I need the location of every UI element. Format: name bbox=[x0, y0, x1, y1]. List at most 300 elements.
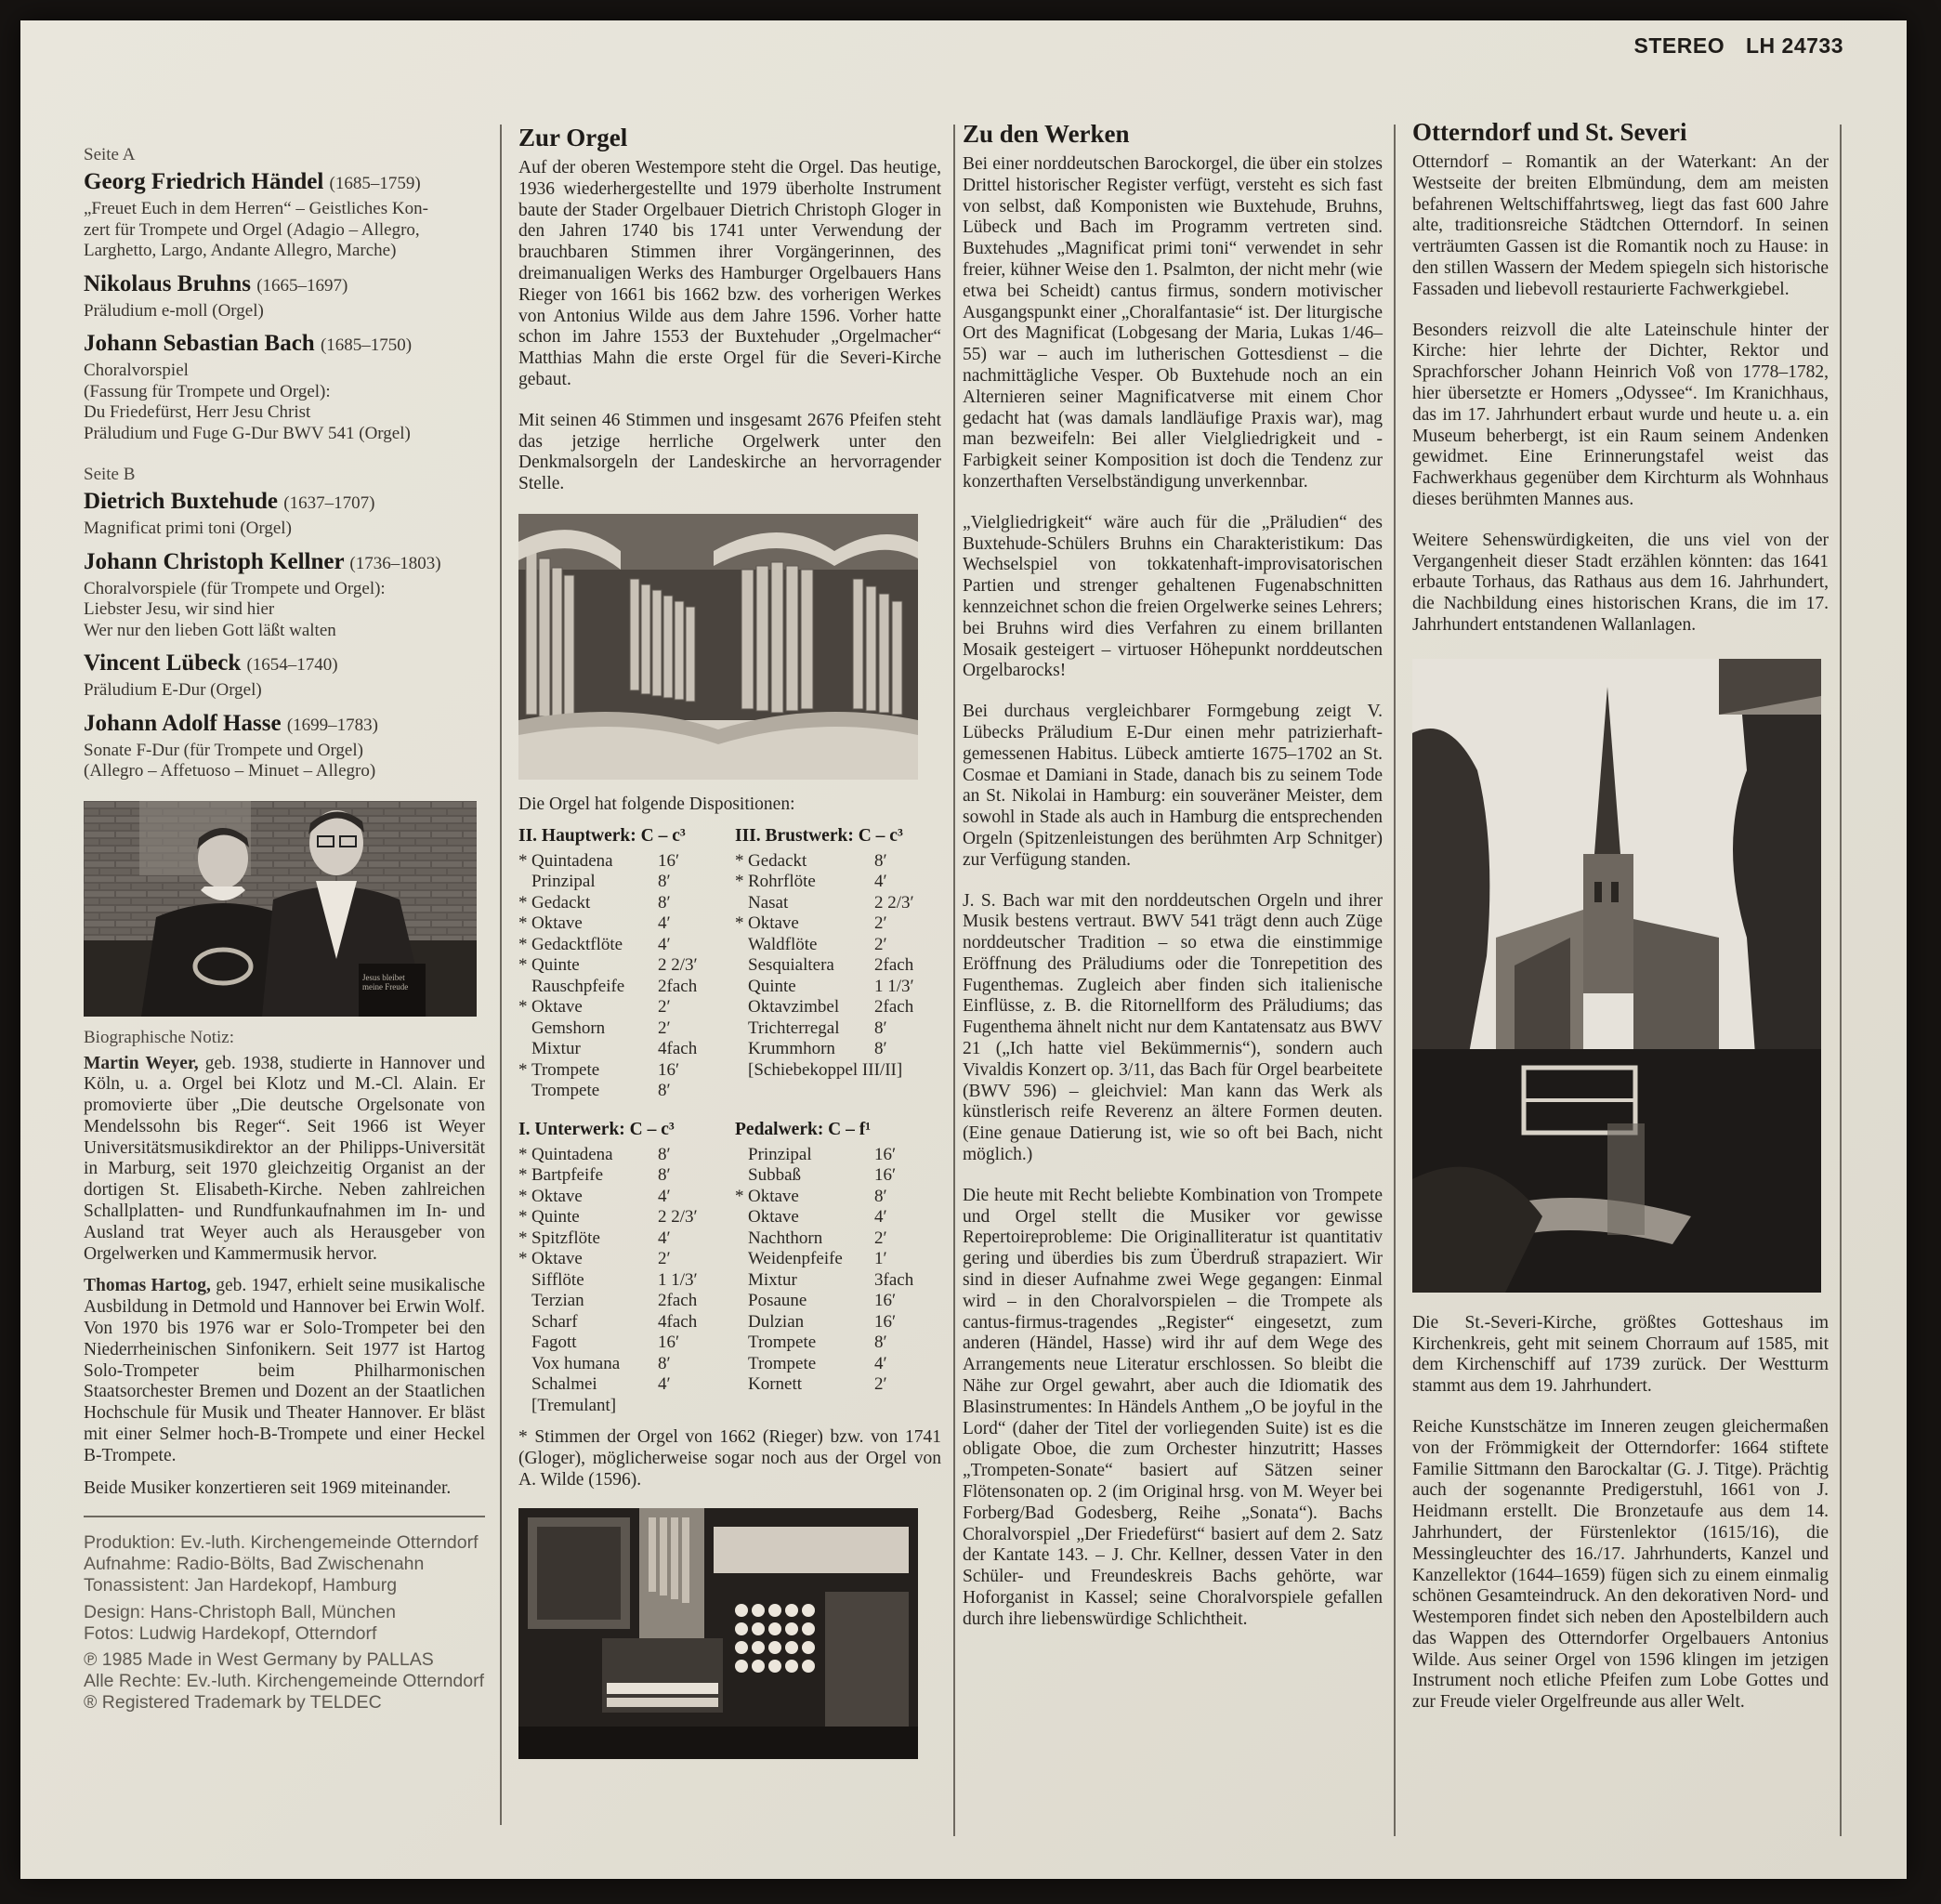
stop-footage: 2 2/3′ bbox=[658, 1207, 698, 1228]
stop-footage: 4fach bbox=[658, 1039, 698, 1059]
stop-name bbox=[735, 1374, 874, 1396]
stop-name bbox=[518, 1270, 658, 1292]
stop-footage: 2 2/3′ bbox=[874, 892, 914, 913]
stop-name bbox=[735, 1354, 874, 1375]
stop-name-text: Oktave bbox=[531, 913, 583, 934]
stop-footage: 8′ bbox=[874, 1018, 887, 1038]
organ-stop bbox=[735, 1165, 935, 1187]
stop-footage: 8′ bbox=[658, 892, 671, 913]
stop-name-text: Dulzian bbox=[748, 1311, 805, 1332]
stop-name bbox=[735, 1145, 874, 1166]
bio-hartog bbox=[84, 1276, 485, 1466]
stop-footage: 16′ bbox=[874, 1291, 897, 1311]
stop-marker: * bbox=[518, 1165, 528, 1186]
stop-name bbox=[735, 977, 874, 998]
organ-stop bbox=[735, 872, 935, 893]
production-credits bbox=[84, 1532, 485, 1713]
credit-line: Alle Rechte: Ev.-luth. Kirchengemeinde Otterndorf bbox=[84, 1671, 485, 1692]
stop-name-text: Krummhorn bbox=[748, 1039, 835, 1059]
bio-weyer-name: Martin Weyer, bbox=[84, 1053, 199, 1073]
organ-stop bbox=[518, 1165, 718, 1187]
stop-name-text: Kornett bbox=[748, 1374, 803, 1395]
stop-footage: 2fach bbox=[874, 955, 914, 976]
composer-dates: (1637–1707) bbox=[283, 493, 375, 513]
composer-name-text: Dietrich Buxtehude bbox=[84, 489, 279, 514]
organ-stop bbox=[735, 1291, 935, 1312]
catalog-number: LH 24733 bbox=[1745, 33, 1843, 58]
stop-footage: 8′ bbox=[874, 1333, 887, 1353]
work-line: Choralvorspiele (für Trompete und Orgel): bbox=[84, 578, 386, 598]
otterndorf-paragraph-art: Reiche Kunstschätze im Inneren zeugen gleichermaßen von der Frömmigkeit der Otterndorfer: 1664 stiftete Familie Sittmann den Barockaltar (G. J. Titge). Prächtig auch der sogenannte Predigerstuhl, 1661 von J. Heidmann erstellt. Die Bronzetaufe aus dem 14. Jahrhundert, der Fürstenlektor (1615/16), die Messingleuchter des 16./17. Jahrhunderts, Kanzel und Kanzellektor (1644–1659) fügen sich zu einem einmalig schönen Gesamteindruck. An den dekorativen Nord- und Westemporen findet sich neben den Apostelbildern auch das Wappen des Otterndorfer Orgelbauers Antonius Wilde. Aus seiner Orgel von 1596 klingen im jetzigen Instrument noch etliche Pfeifen zum Lobe Gottes und zur Freude vieler Orgelfreunde aus aller Welt. bbox=[1412, 1416, 1829, 1713]
organ-stop bbox=[518, 955, 718, 977]
program-entry bbox=[84, 269, 485, 322]
unterwerk-block bbox=[518, 1119, 718, 1417]
work-line: Liebster Jesu, wir sind hier bbox=[84, 599, 275, 619]
disposition-intro: Die Orgel hat folgende Dispositionen: bbox=[518, 794, 795, 814]
stop-footage: 2′ bbox=[658, 1018, 671, 1038]
stop-name bbox=[518, 893, 658, 914]
stop-name bbox=[735, 893, 874, 914]
paragraph-gap bbox=[1412, 301, 1829, 321]
stop-name-text: Oktave bbox=[748, 913, 799, 934]
stop-footage: 8′ bbox=[658, 1081, 671, 1101]
stop-name bbox=[735, 935, 874, 956]
stop-name-text: Posaune bbox=[748, 1291, 807, 1311]
composer-dates: (1699–1783) bbox=[286, 715, 378, 735]
organ-stop bbox=[735, 1374, 935, 1396]
stop-marker: * bbox=[518, 1144, 528, 1164]
organ-stop bbox=[518, 913, 718, 935]
stop-name-text: Trichterregal bbox=[748, 1018, 840, 1038]
stop-name bbox=[735, 1333, 874, 1354]
stop-footage: 4′ bbox=[658, 1374, 671, 1395]
stop-name-text: Oktave bbox=[748, 1207, 799, 1228]
stop-name-text: Nachthorn bbox=[748, 1228, 823, 1248]
church-photo-graphic bbox=[1412, 659, 1821, 1293]
organ-stop bbox=[518, 1396, 718, 1417]
works-paragraph: Bei durchaus vergleichbarer Formgebung zeigt V. Lübecks Präludium E-Dur einen mehr patrizierhaft-gemessenen Habitus. Lübeck amtierte 1675–1702 an St. Cosmae et Damiani in Stade, danach bis zu seinem Tode an St. Nikolai in Hamburg: ein souveräner Meister, dem sowohl in Stade als auch in Hamburg die entsprechenden Orgeln (Spitzenleistungen des berühmten Arp Schnitger) zur Verfügung standen. bbox=[963, 702, 1383, 870]
column-rule bbox=[500, 125, 502, 1825]
stop-footage: 8′ bbox=[874, 1186, 887, 1206]
work-line: Präludium und Fuge G-Dur BWV 541 (Orgel) bbox=[84, 423, 411, 443]
pedalwerk-title: Pedalwerk: C – f¹ bbox=[735, 1119, 872, 1139]
stop-name bbox=[518, 1228, 658, 1250]
work-line: Präludium E-Dur (Orgel) bbox=[84, 680, 262, 700]
stop-footage: 2′ bbox=[874, 913, 887, 934]
otterndorf-paragraph: Otterndorf – Romantik an der Waterkant: An der Westseite der breiten Elbmündung, dem am meisten befahrenen Weltschiffahrtsweg, liegt das fast 600 Jahre alte, traditionsreiche Städtchen Otterndorf. In seinen verträumten Gassen ist die Romantik noch zu Hause: in den stillen Wassern der Medem spiegeln sich historische Fassaden und liebevoll restaurierte Fachwerkgiebel. bbox=[1412, 152, 1829, 299]
organ-stop bbox=[518, 1270, 718, 1292]
stop-footage: 2′ bbox=[658, 1249, 671, 1269]
stop-footage: 3fach bbox=[874, 1269, 914, 1290]
works-paragraph: „Vielgliedrigkeit“ wäre auch für die „Präludien“ des Buxtehude-Schülers Bruhns ein Charakteristikum: Das Wechselspiel von tokkatenhaft-improvisatorischen Partien und strenger gehaltenen Fugenabschnitten kennzeichnet schon die freien Orgelwerke seines Lehrers; bei Bruhns wird dies Verfahren zu einem brillanten Mosaik gesteigert – virtuoser Höhepunkt norddeutschen Orgelbarocks! bbox=[963, 512, 1383, 681]
stop-name bbox=[518, 1081, 658, 1102]
bio-hartog-text: geb. 1947, erhielt seine musikalische Ausbildung in Detmold und Hannover bei Erwin Wolf. Von 1970 bis 1976 war er Solo-Trompeter bei den Niederrheinischen Sinfonikern. Seit 1977 ist Hartog Solo-Trompeter beim Philharmonischen Staatsorchester Bremen und Dozent an der Staatlichen Hochschule für Musik und Theater Hannover. Er bläst mit einer Selmer hoch-B-Trompete und einer Heckel B-Trompete. bbox=[84, 1276, 485, 1465]
work-line: Sonate F-Dur (für Trompete und Orgel) bbox=[84, 740, 363, 760]
stop-name bbox=[518, 997, 658, 1018]
organ-stop bbox=[735, 1145, 935, 1166]
hauptwerk-title: II. Hauptwerk: C – c³ bbox=[518, 825, 686, 846]
stop-name-text: Quintadena bbox=[531, 1144, 613, 1164]
otterndorf-paragraph: Weitere Sehenswürdigkeiten, die uns viel von der Vergangenheit dieser Stadt erzählen könnten: das 1641 erbaute Torhaus, das Rathaus aus dem 16. Jahrhundert, die Nachbildung eines historischen Krans, die im 17. Jahrhundert entstandenen Wallanlagen. bbox=[1412, 530, 1829, 635]
stop-name-text: Oktave bbox=[531, 1249, 583, 1269]
stop-name-text: Quinte bbox=[531, 1207, 580, 1228]
stop-name bbox=[518, 1039, 658, 1060]
stop-marker: * bbox=[518, 850, 528, 871]
column-rule bbox=[1394, 125, 1396, 1836]
stop-name-text: Waldflöte bbox=[748, 934, 818, 954]
church-caption: Die St.-Severi-Kirche, größtes Gotteshaus im Kirchenkreis, geht mit seinem Chorraum auf 1585, mit dem Kirchenschiff auf 1739 zurück. Der Westturm stammt aus dem 19. Jahrhundert. bbox=[1412, 1312, 1829, 1397]
works-text bbox=[963, 154, 1383, 1631]
credit-line: ℗ 1985 Made in West Germany by PALLAS bbox=[84, 1649, 434, 1671]
organ-stop bbox=[735, 913, 935, 935]
stop-name-text: Gedackt bbox=[531, 892, 591, 913]
stop-name-text: Sesquialtera bbox=[748, 955, 834, 976]
musicians-photo bbox=[84, 801, 477, 1017]
column-rule bbox=[1840, 125, 1842, 1836]
stop-name bbox=[735, 1059, 903, 1082]
organ-heading: Zur Orgel bbox=[518, 124, 628, 151]
stop-footage: 4′ bbox=[874, 872, 887, 892]
stop-footage: 2fach bbox=[658, 1291, 698, 1311]
composer-name-text: Johann Adolf Hasse bbox=[84, 710, 282, 736]
organ-stop bbox=[735, 851, 935, 873]
organ-stop bbox=[735, 955, 935, 977]
composer-name bbox=[84, 167, 485, 199]
stop-name-text: Quinte bbox=[531, 955, 580, 976]
organ-stop bbox=[518, 977, 718, 998]
composer-name-text: Nikolaus Bruhns bbox=[84, 270, 251, 296]
organ-stop bbox=[518, 1187, 718, 1208]
organ-stop bbox=[735, 935, 935, 956]
stop-footage: 2′ bbox=[874, 1228, 887, 1248]
stop-name-text: Sifflöte bbox=[531, 1269, 584, 1290]
stop-name bbox=[735, 1270, 874, 1292]
stop-footage: 8′ bbox=[874, 1039, 887, 1059]
stop-name bbox=[735, 1039, 874, 1060]
stop-name bbox=[735, 872, 874, 893]
stop-footage: 8′ bbox=[658, 1144, 671, 1164]
bio-hartog-name: Thomas Hartog, bbox=[84, 1276, 211, 1296]
stop-name bbox=[518, 1249, 658, 1270]
stop-name-text: Spitzflöte bbox=[531, 1228, 600, 1248]
stop-name bbox=[735, 997, 874, 1018]
organ-stop bbox=[735, 1039, 935, 1060]
stop-name-text: Quinte bbox=[748, 976, 796, 996]
stop-name-text: Scharf bbox=[531, 1311, 578, 1332]
paragraph-gap bbox=[1412, 511, 1829, 531]
organ-stop bbox=[518, 1354, 718, 1375]
unterwerk-title: I. Unterwerk: C – c³ bbox=[518, 1119, 675, 1139]
stop-name-text: Prinzipal bbox=[748, 1144, 812, 1164]
organ-pipes-photo bbox=[518, 514, 918, 780]
book-cover-label: Jesus bleibet meine Freude bbox=[362, 972, 409, 991]
stop-footage: 2′ bbox=[658, 997, 671, 1018]
program-entry bbox=[84, 709, 485, 782]
composer-name-text: Johann Christoph Kellner bbox=[84, 548, 345, 574]
stop-footage: 16′ bbox=[874, 1144, 897, 1164]
stop-name-text: Trompete bbox=[748, 1353, 817, 1373]
organ-stop bbox=[518, 1081, 718, 1102]
stop-name-text: [Schiebekoppel III/II] bbox=[748, 1059, 903, 1080]
organ-stop bbox=[518, 1291, 718, 1312]
stop-name-text: Quintadena bbox=[531, 850, 613, 871]
brustwerk-block bbox=[735, 825, 935, 1102]
stop-name-text: Oktavzimbel bbox=[748, 997, 840, 1018]
stop-footage: 1′ bbox=[874, 1249, 887, 1269]
stop-marker: * bbox=[735, 850, 744, 871]
stop-name bbox=[518, 1354, 658, 1375]
stop-footage: 4′ bbox=[874, 1207, 887, 1228]
organ-stop bbox=[735, 997, 935, 1018]
work-line: Magnificat primi toni (Orgel) bbox=[84, 519, 292, 538]
stop-marker: * bbox=[735, 872, 744, 892]
organ-stop bbox=[518, 872, 718, 893]
work-line: (Fassung für Trompete und Orgel): bbox=[84, 381, 331, 401]
stop-footage: 2fach bbox=[874, 997, 914, 1018]
stop-marker: * bbox=[518, 1059, 528, 1080]
stop-name bbox=[735, 851, 874, 873]
work-line: Wer nur den lieben Gott läßt walten bbox=[84, 620, 336, 640]
stop-footage: 16′ bbox=[874, 1165, 897, 1186]
stop-footage: 2′ bbox=[874, 934, 887, 954]
stop-name bbox=[735, 1165, 874, 1187]
hauptwerk-block bbox=[518, 825, 718, 1102]
stop-name bbox=[735, 1018, 874, 1040]
organ-stop bbox=[735, 1187, 935, 1208]
stop-footage: 8′ bbox=[658, 1353, 671, 1373]
composer-name-text: Johann Sebastian Bach bbox=[84, 331, 315, 356]
stop-footage: 16′ bbox=[658, 1333, 680, 1353]
stop-footage: 1 1/3′ bbox=[658, 1269, 698, 1290]
stop-footage: 4′ bbox=[658, 913, 671, 934]
organ-stop bbox=[735, 893, 935, 914]
organ-stop bbox=[735, 1228, 935, 1250]
stop-name-text: Subbaß bbox=[748, 1165, 801, 1186]
stop-footage: 16′ bbox=[874, 1311, 897, 1332]
stop-marker: * bbox=[518, 892, 528, 913]
otterndorf-column bbox=[1412, 117, 1829, 1714]
organ-console-graphic bbox=[518, 1508, 918, 1759]
credit-line: Produktion: Ev.-luth. Kirchengemeinde Otterndorf bbox=[84, 1532, 479, 1554]
bio-weyer-text: geb. 1938, studierte in Hannover und Köln, u. a. Orgel bei Klotz und M.-Cl. Alain. Er promovierte über „Die deutsche Orgelsonate von Mendelssohn bis Reger“. Seit 1966 ist Weyer Universitätsmusikdirektor an der Philipps-Universität in Marburg, seit 1970 gleichzeitig Organist an der dortigen St. Elisabeth-Kirche. Neben zahlreichen Schallplatten- und Rundfunkaufnahmen im In- und Ausland trat Weyer auch als Herausgeber von Orgelwerken und Kammermusik hervor. bbox=[84, 1053, 485, 1264]
stop-footage: 2 2/3′ bbox=[658, 955, 698, 976]
organ-stop bbox=[735, 1060, 935, 1082]
stop-footage: 4′ bbox=[658, 1186, 671, 1206]
stop-name-text: Bartpfeife bbox=[531, 1165, 604, 1186]
stop-name bbox=[735, 1312, 874, 1333]
program-entry bbox=[84, 547, 485, 642]
organ-stop bbox=[518, 1207, 718, 1228]
composer-dates: (1736–1803) bbox=[349, 553, 441, 573]
stop-marker: * bbox=[518, 913, 528, 934]
church-photo bbox=[1412, 659, 1821, 1293]
otterndorf-paragraph: Besonders reizvoll die alte Lateinschule hinter der Kirche: hier lehrte der Dichter, Rektor und Sprachforscher Johann Heinrich Voß von 1778–1782, hier übersetzte er Homers „Odyssee“. Im Kranichhaus, das im 17. Jahrhundert erbaut wurde und heute u. a. ein Museum beherbergt, ist ein Raum seinem Andenken gewidmet. Eine Erinnerungstafel weist das Fachwerkhaus gegenüber dem Kirchturm als Wohnhaus dieses berühmten Mannes aus. bbox=[1412, 320, 1829, 509]
composer-name bbox=[84, 487, 485, 519]
composer-dates: (1665–1697) bbox=[256, 275, 348, 295]
stop-name bbox=[518, 1333, 658, 1354]
organ-stop bbox=[735, 1333, 935, 1354]
pedalwerk-block bbox=[735, 1119, 935, 1417]
organ-stop bbox=[518, 1333, 718, 1354]
work-line: Du Friedefürst, Herr Jesu Christ bbox=[84, 402, 311, 422]
stop-name-text: Fagott bbox=[531, 1333, 577, 1353]
organ-stop bbox=[518, 1374, 718, 1396]
stop-name bbox=[735, 1187, 874, 1208]
stop-name bbox=[518, 1018, 658, 1040]
stop-footage: 8′ bbox=[658, 1165, 671, 1186]
works-paragraph: Die heute mit Recht beliebte Kombination von Trompete und Orgel stellt die Musiker vor gewisse Repertoireprobleme: Die Originalliteratur ist quantitativ gering und überdies bis zum Überdruß strapaziert. Wir sind in dieser Aufnahme zwei Wege gegangen: Einmal wird – in den Choralvorspielen – die Trompete als cantus-firmus-tragendes „Register“ eingesetzt, zum anderen (Händel, Hasse) wird ihr auf dem Wege des Arrangements neue Literatur erschlossen. So bleibt die Nähe zur Orgel gewahrt, aber auch die Idiomatik des Blasinstrumentes: In Händels Anthem „O be joyful in the Lord“ (daher der Titel der vorliegenden Suite) ist es die obligate Oboe, die zum Orchester hinzutritt; Hasses „Trompeten-Sonate“ basiert auf Sätzen seiner Flötensonaten op. 2 (im Original hrsg. von M. Weyer bei Forberg/Bad Godesberg, Reihe „Sonata“). Bachs Choralvorspiel „Der Friedefürst“ basiert auf dem 2. Satz der Kantate 143. – J. Chr. Kellner, dessen Vater in den Schüler- und Freundeskreis Bachs gehörte, war Hoforganist in Kassel; seine Choralvorspiele gefallen durch ihre liebenswürdige Schlichtheit. bbox=[963, 1185, 1383, 1629]
works-column bbox=[963, 119, 1383, 1631]
stop-marker: * bbox=[518, 934, 528, 954]
disposition-footnote: * Stimmen der Orgel von 1662 (Rieger) bzw. von 1741 (Gloger), möglicherweise sogar noch aus der Orgel von A. Wilde (1596). bbox=[518, 1427, 941, 1490]
organ-stop bbox=[518, 1249, 718, 1270]
stop-name bbox=[518, 977, 658, 998]
program-entry bbox=[84, 487, 485, 540]
organ-console-photo bbox=[518, 1508, 918, 1759]
credit-line: Tonassistent: Jan Hardekopf, Hamburg bbox=[84, 1575, 398, 1596]
program-column bbox=[84, 139, 485, 1714]
stereo-label: STEREO bbox=[1633, 33, 1725, 58]
organ-paragraph-2: Mit seinen 46 Stimmen und insgesamt 2676 Pfeifen steht das jetzige herrliche Orgelwerk unter den Denkmalsorgeln der Landeskirche an hervorragender Stelle. bbox=[518, 410, 941, 494]
stop-name bbox=[735, 1228, 874, 1250]
composer-dates: (1685–1759) bbox=[329, 174, 421, 193]
otterndorf-text bbox=[1412, 152, 1829, 637]
composer-name bbox=[84, 329, 485, 361]
stop-name-text: [Tremulant] bbox=[531, 1395, 617, 1415]
stop-marker: * bbox=[518, 1228, 528, 1248]
organ-stop bbox=[735, 1018, 935, 1040]
organ-stop bbox=[735, 1354, 935, 1375]
organ-stop bbox=[735, 1249, 935, 1270]
stop-name bbox=[735, 1291, 874, 1312]
composer-name bbox=[84, 269, 485, 301]
stop-name bbox=[518, 1060, 658, 1082]
credit-line: ® Registered Trademark by TELDEC bbox=[84, 1692, 382, 1714]
stop-name-text: Gedacktflöte bbox=[531, 934, 623, 954]
stop-footage: 4fach bbox=[658, 1311, 698, 1332]
work-line: Larghetto, Largo, Andante Allegro, Marche) bbox=[84, 241, 397, 260]
composer-dates: (1654–1740) bbox=[246, 655, 338, 675]
stop-marker: * bbox=[735, 913, 744, 934]
organ-stop bbox=[735, 1207, 935, 1228]
organ-stop bbox=[518, 997, 718, 1018]
stop-name-text: Oktave bbox=[531, 997, 583, 1018]
stop-name bbox=[735, 1207, 874, 1228]
stop-name-text: Oktave bbox=[531, 1186, 583, 1206]
work-line: zert für Trompete und Orgel (Adagio – Allegro, bbox=[84, 219, 420, 240]
stop-name bbox=[518, 1396, 658, 1417]
program-entry bbox=[84, 329, 485, 444]
stop-name bbox=[518, 955, 658, 977]
stop-name-text: Trompete bbox=[748, 1333, 817, 1353]
catalog-header bbox=[1634, 33, 1843, 59]
organ-stop bbox=[518, 1145, 718, 1166]
stop-name-text: Gedackt bbox=[748, 850, 807, 871]
stop-name-text: Weidenpfeife bbox=[748, 1249, 843, 1269]
paragraph-gap bbox=[963, 1166, 1383, 1186]
composer-dates: (1685–1750) bbox=[320, 335, 413, 355]
work-line: Choralvorspiel bbox=[84, 361, 189, 380]
side-b-label: Seite B bbox=[84, 465, 136, 484]
stop-name bbox=[518, 913, 658, 935]
credit-line: Design: Hans-Christoph Ball, München bbox=[84, 1601, 396, 1622]
organ-stop bbox=[735, 1312, 935, 1333]
stop-name bbox=[518, 935, 658, 956]
stop-footage: 2fach bbox=[658, 976, 698, 996]
organ-stop bbox=[518, 1018, 718, 1040]
stop-marker: * bbox=[518, 1186, 528, 1206]
stop-name bbox=[518, 1187, 658, 1208]
stop-footage: 4′ bbox=[658, 934, 671, 954]
side-a-label: Seite A bbox=[84, 145, 136, 164]
stop-marker: * bbox=[735, 1186, 744, 1206]
organ-stop bbox=[518, 851, 718, 873]
stop-footage: 8′ bbox=[658, 872, 671, 892]
work-line: „Freuet Euch in dem Herren“ – Geistliches Kon- bbox=[84, 199, 428, 218]
stop-footage: 16′ bbox=[658, 850, 680, 871]
stop-name bbox=[518, 1374, 658, 1396]
credit-line: Fotos: Ludwig Hardekopf, Otterndorf bbox=[84, 1622, 377, 1644]
stop-footage: 8′ bbox=[874, 850, 887, 871]
stop-name-text: Prinzipal bbox=[531, 872, 596, 892]
brustwerk-title: III. Brustwerk: C – c³ bbox=[735, 825, 903, 846]
stop-name-text: Nasat bbox=[748, 892, 789, 913]
organ-column bbox=[518, 123, 941, 1759]
credit-line: Aufnahme: Radio-Bölts, Bad Zwischenahn bbox=[84, 1554, 425, 1575]
stop-name-text: Gemshorn bbox=[531, 1018, 606, 1038]
dispositions-lower bbox=[518, 1119, 941, 1417]
organ-stop bbox=[518, 1312, 718, 1333]
stop-name-text: Rauschpfeife bbox=[531, 976, 625, 996]
organ-stop bbox=[518, 1060, 718, 1082]
composer-name bbox=[84, 547, 485, 579]
paragraph-gap bbox=[963, 872, 1383, 891]
stop-footage: 16′ bbox=[658, 1059, 680, 1080]
work-line: Präludium e-moll (Orgel) bbox=[84, 300, 264, 321]
stop-name bbox=[518, 1312, 658, 1333]
bio-weyer bbox=[84, 1054, 485, 1266]
organ-pipes-graphic bbox=[518, 514, 918, 780]
bio-heading: Biographische Notiz: bbox=[84, 1027, 234, 1047]
stop-name-text: Trompete bbox=[531, 1059, 600, 1080]
paragraph-gap bbox=[963, 493, 1383, 513]
stop-name bbox=[518, 1291, 658, 1312]
works-paragraph: Bei einer norddeutschen Barockorgel, die über ein stolzes Drittel historischer Register verfügt, versteht es sich fast von selbst, daß Komponisten wie Buxtehude, Bruhns, Lübeck und Bach im Programm vertreten sind. Buxtehudes „Magnificat primi toni“ verwendet in sehr freier, kühner Weise den 1. Psalmton, der nicht mehr (wie etwa bei Scheidt) cantus firmus, sondern motivischer Ausgangspunkt einer „Choralfantasie“ ist. Der liturgische Ort des Magnificat (Lobgesang der Maria, Lukas 1/46–55) war – auch im lutherischen Gottesdienst – die nachmittägliche Vesper. Ob Buxtehude noch an ein Alternieren seiner Magnificatverse mit einem Chor gedacht hat (was damals landläufige Praxis war), mag man bezweifeln: Bei aller Vielgliedrigkeit und -Farbigkeit seiner Komposition ist doch die Tendenz zur konzerthaften Verselbständigung unverkennbar. bbox=[963, 154, 1383, 492]
stop-footage: 4′ bbox=[658, 1228, 671, 1248]
composer-name-text: Georg Friedrich Händel bbox=[84, 169, 324, 194]
stop-name-text: Oktave bbox=[748, 1186, 799, 1206]
program-entry bbox=[84, 649, 485, 702]
stop-marker: * bbox=[518, 997, 528, 1018]
bio-both: Beide Musiker konzertieren seit 1969 miteinander. bbox=[84, 1477, 452, 1498]
stop-name bbox=[518, 1145, 658, 1166]
organ-stop bbox=[735, 977, 935, 998]
stop-marker: * bbox=[518, 955, 528, 976]
works-paragraph: J. S. Bach war mit den norddeutschen Orgeln und ihrer Musik bestens vertraut. BWV 541 trägt denn auch Züge norddeutscher Tradition – so etwa die einstimmige Eröffnung des Präludiums oder die Tonrepetition des Fugenthemas. Zugleich aber finden sich italienische Einflüsse, z. B. die Ritornellform des Präludiums; das Fugenthema ähnelt nicht nur dem Kantatensatz aus BWV 21 („Ich hatte viel Bekümmernis“), sondern auch Vivaldis Konzert op. 3/11, das Bach für Orgel bearbeitete (BWV 596) – gleichviel: Man kann das Werk als künstlerisch reife Reverenz an ältere Formen deuten. (Eine genaue Datierung ist, wie so oft bei Bach, nicht möglich.) bbox=[963, 890, 1383, 1165]
program-entry bbox=[84, 167, 485, 262]
stop-name bbox=[735, 955, 874, 977]
side-a-program bbox=[84, 167, 485, 444]
work-line: (Allegro – Affetuoso – Minuet – Allegro) bbox=[84, 761, 376, 781]
stop-name-text: Terzian bbox=[531, 1291, 584, 1311]
composer-name bbox=[84, 709, 485, 741]
stop-marker: * bbox=[518, 1249, 528, 1269]
works-heading: Zu den Werken bbox=[963, 120, 1130, 148]
dispositions-upper bbox=[518, 825, 941, 1102]
stop-marker: * bbox=[518, 1207, 528, 1228]
column-rule bbox=[953, 125, 955, 1836]
otterndorf-heading: Otterndorf und St. Severi bbox=[1412, 118, 1687, 146]
